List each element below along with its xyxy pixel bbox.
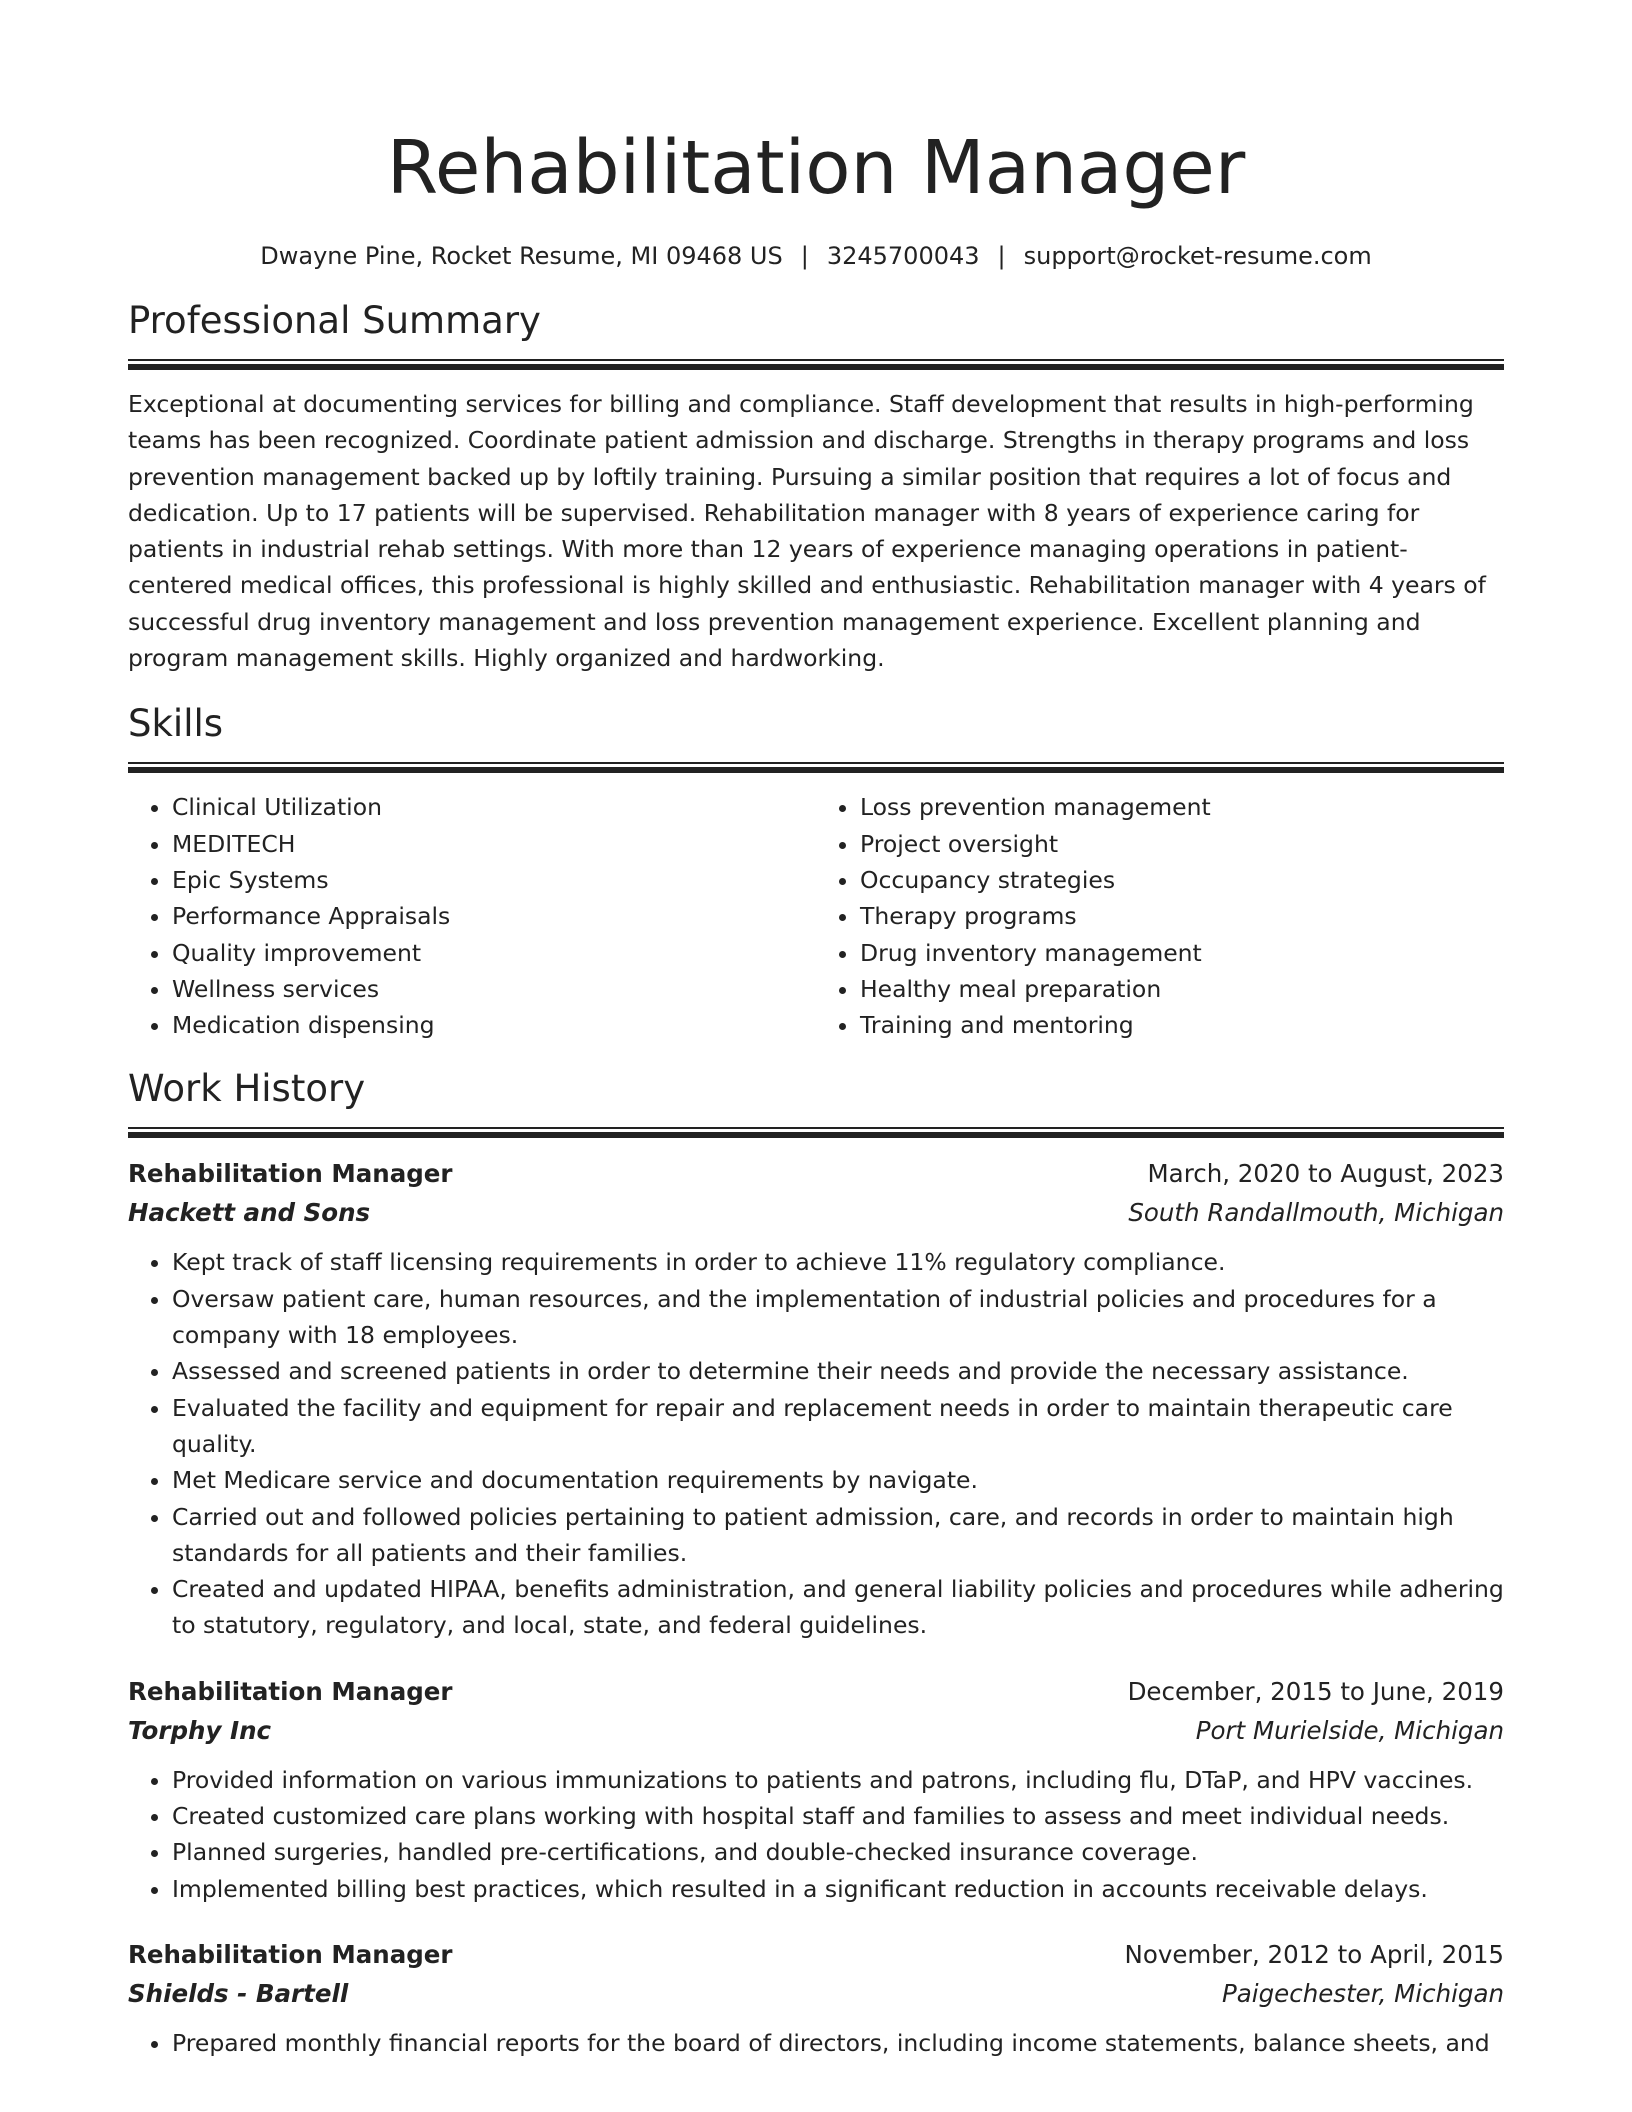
skills-columns (128, 789, 1504, 1043)
skill-item: • Wellness services (172, 971, 816, 1007)
skill-item: • Training and mentoring (860, 1007, 1504, 1043)
contact-separator: | (997, 242, 1006, 270)
job-dates: November, 2012 to April, 2015 (1124, 1939, 1504, 1969)
job-bullet: • Created customized care plans working with hospital staff and families to assess and meet individual needs. (172, 1798, 1504, 1834)
job-title: Rehabilitation Manager (128, 1676, 453, 1706)
job-bullet: • Created and updated HIPAA, benefits administration, and general liability policies and procedures while adhering to statutory, regulatory, and local, state, and federal guidelines. (172, 1571, 1504, 1644)
work-history-section (128, 1065, 1504, 2061)
contact-address: Dwayne Pine, Rocket Resume, MI 09468 US (260, 242, 783, 270)
skill-item: • Therapy programs (860, 898, 1504, 934)
section-divider (128, 1127, 1504, 1138)
job-company: Hackett and Sons (128, 1198, 371, 1228)
job-bullet: • Kept track of staff licensing requirements in order to achieve 11% regulatory compliance. (172, 1244, 1504, 1280)
skill-item: • Quality improvement (172, 935, 816, 971)
skills-section (128, 700, 1504, 1043)
skills-right-column (816, 789, 1504, 1043)
job-dates: March, 2020 to August, 2023 (1147, 1159, 1504, 1189)
job-header (128, 1935, 1504, 1975)
skill-item: • Epic Systems (172, 862, 816, 898)
section-divider (128, 359, 1504, 370)
job-bullets (128, 1762, 1504, 1907)
job-bullet: • Evaluated the facility and equipment for repair and replacement needs in order to maintain therapeutic care quality. (172, 1390, 1504, 1463)
job-location: Paigechester, Michigan (1222, 1978, 1504, 2008)
job-bullets (128, 2025, 1504, 2061)
summary-section (128, 297, 1504, 676)
job-entry (128, 1672, 1504, 1907)
job-subheader (128, 1194, 1504, 1232)
section-title-work-history: Work History (128, 1067, 366, 1111)
job-bullet: • Assessed and screened patients in order to determine their needs and provide the necessary assistance. (172, 1353, 1504, 1389)
job-title: Rehabilitation Manager (128, 1159, 453, 1189)
skill-item: • Drug inventory management (860, 935, 1504, 971)
skill-item: • Clinical Utilization (172, 789, 816, 825)
contact-line (128, 240, 1504, 272)
resume-name: Rehabilitation Manager (386, 125, 1246, 211)
job-location: South Randallmouth, Michigan (1128, 1198, 1504, 1228)
job-bullet: • Oversaw patient care, human resources, and the implementation of industrial policies and procedures for a company with 18 employees. (172, 1281, 1504, 1354)
job-title: Rehabilitation Manager (128, 1939, 453, 1969)
job-bullet: • Provided information on various immunizations to patients and patrons, including flu, DTaP, and HPV vaccines. (172, 1762, 1504, 1798)
job-bullets (128, 1244, 1504, 1643)
skill-item: • Healthy meal preparation (860, 971, 1504, 1007)
job-bullet: • Implemented billing best practices, which resulted in a significant reduction in accounts receivable delays. (172, 1871, 1504, 1907)
job-dates: December, 2015 to June, 2019 (1127, 1676, 1504, 1706)
job-company: Torphy Inc (128, 1715, 272, 1745)
section-title-skills: Skills (128, 702, 224, 746)
job-bullet: • Planned surgeries, handled pre-certifications, and double-checked insurance coverage. (172, 1834, 1504, 1870)
section-divider (128, 762, 1504, 773)
resume-page (128, 0, 1504, 2061)
job-location: Port Murielside, Michigan (1195, 1715, 1504, 1745)
section-title-summary: Professional Summary (128, 299, 541, 342)
contact-email: support@rocket-resume.com (1023, 242, 1372, 270)
skill-item: • Performance Appraisals (172, 898, 816, 934)
skills-left-column (128, 789, 816, 1043)
job-subheader (128, 1712, 1504, 1750)
job-header (128, 1672, 1504, 1712)
job-subheader (128, 1975, 1504, 2013)
contact-phone: 3245700043 (826, 242, 980, 270)
job-bullet: • Carried out and followed policies pertaining to patient admission, care, and records in order to maintain high standards for all patients and their families. (172, 1499, 1504, 1572)
job-bullet: • Met Medicare service and documentation requirements by navigate. (172, 1462, 1504, 1498)
contact-separator: | (800, 242, 809, 270)
skill-item: • Project oversight (860, 826, 1504, 862)
job-entry (128, 1935, 1504, 2061)
job-bullet: • Prepared monthly financial reports for the board of directors, including income statements, balance sheets, and (172, 2025, 1504, 2061)
summary-text: Exceptional at documenting services for billing and compliance. Staff development that results in high-performing teams has been recognized. Coordinate patient admission and discharge. Strengths in therapy programs and loss prevention management backed up by loftily training. Pursuing a similar position that requires a lot of focus and dedication. Up to 17 patients will be supervised. Rehabilitation manager with 8 years of experience caring for patients in industrial rehab settings. With more than 12 years of experience managing operations in patient-centered medical offices, this professional is highly skilled and enthusiastic. Rehabilitation manager with 4 years of successful drug inventory management and loss prevention management experience. Excellent planning and program management skills. Highly organized and hardworking. (128, 390, 1486, 673)
job-entry (128, 1154, 1504, 1643)
skill-item: • Loss prevention management (860, 789, 1504, 825)
skill-item: • MEDITECH (172, 826, 816, 862)
skill-item: • Occupancy strategies (860, 862, 1504, 898)
job-company: Shields - Bartell (128, 1978, 349, 2008)
skill-item: • Medication dispensing (172, 1007, 816, 1043)
job-header (128, 1154, 1504, 1194)
